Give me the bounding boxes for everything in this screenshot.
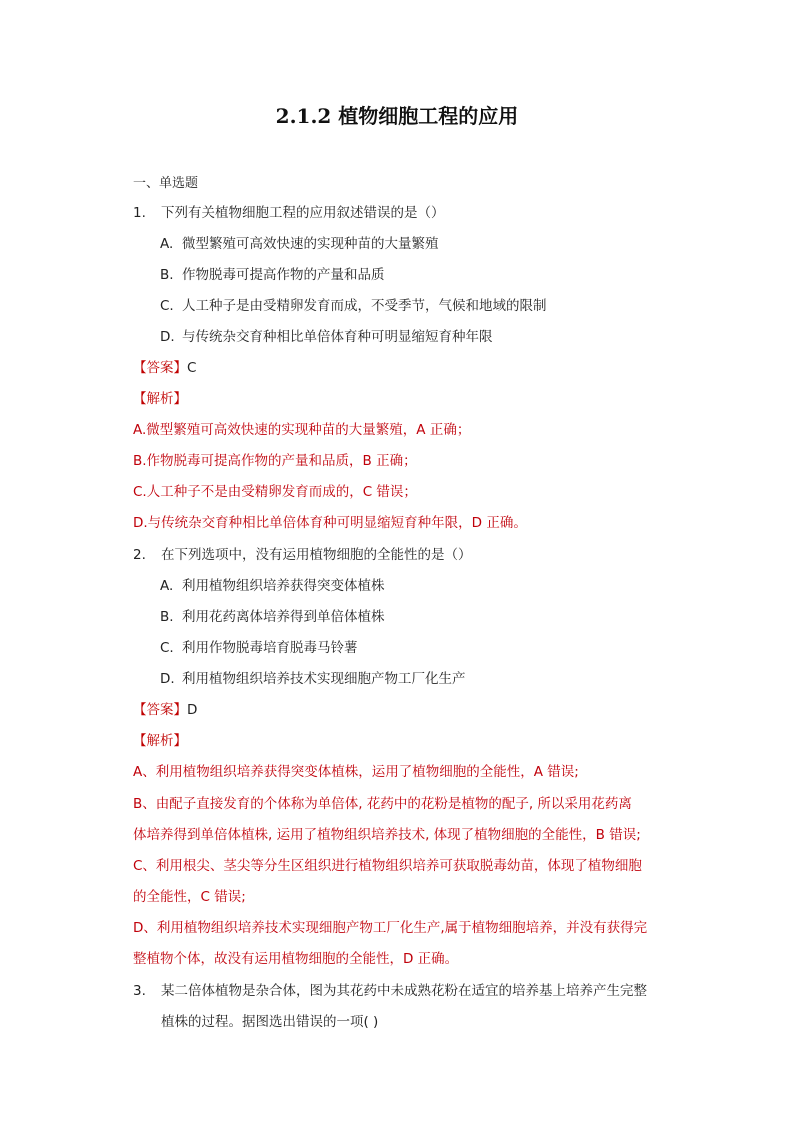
q1-analysis-line: B.作物脱毒可提高作物的产量和品质，B 正确； bbox=[133, 453, 417, 469]
option-text: 微型繁殖可高效快速的实现种苗的大量繁殖 bbox=[182, 236, 439, 252]
q2-answer bbox=[133, 700, 197, 720]
q2-analysis-line: A、利用植物组织培养获得突变体植株，运用了植物细胞的全能性，A 错误; bbox=[133, 764, 579, 780]
question-text: 在下列选项中，没有运用植物细胞的全能性的是（） bbox=[161, 547, 472, 563]
page-title: 2.1.2 植物细胞工程的应用 bbox=[275, 104, 519, 128]
q1-analysis-line: A.微型繁殖可高效快速的实现种苗的大量繁殖，A 正确； bbox=[133, 422, 471, 438]
question-number: 3. bbox=[133, 983, 146, 999]
q2-analysis-line: B、由配子直接发育的个体称为单倍体, 花药中的花粉是植物的配子, 所以采用花药离 bbox=[133, 796, 632, 812]
question-1-stem bbox=[133, 203, 445, 223]
option-label: C. bbox=[160, 640, 174, 656]
q2-option-b bbox=[160, 607, 385, 627]
q1-answer bbox=[133, 358, 196, 378]
question-number: 1. bbox=[133, 205, 146, 221]
section-heading: 一、单选题 bbox=[133, 176, 199, 191]
option-label: B. bbox=[160, 609, 174, 625]
q2-analysis-label: 【解析】 bbox=[133, 733, 187, 749]
q2-analysis-line: 体培养得到单倍体植株, 运用了植物组织培养技术, 体现了植物细胞的全能性，B 错误; bbox=[133, 827, 641, 843]
option-text: 利用花药离体培养得到单倍体植株 bbox=[182, 609, 385, 625]
option-label: C. bbox=[160, 298, 174, 314]
option-text: 与传统杂交育种相比单倍体育种可明显缩短育种年限 bbox=[182, 329, 493, 345]
option-label: A. bbox=[160, 236, 174, 252]
q2-analysis-line: 整植物个体，故没有运用植物细胞的全能性，D 正确。 bbox=[133, 951, 459, 967]
q2-analysis-line: 的全能性，C 错误; bbox=[133, 889, 246, 905]
q2-analysis-line: D、利用植物组织培养技术实现细胞产物工厂化生产,属于植物细胞培养，并没有获得完 bbox=[133, 920, 648, 936]
question-3-stem bbox=[133, 981, 647, 1001]
q1-analysis-line: D.与传统杂交育种相比单倍体育种可明显缩短育种年限，D 正确。 bbox=[133, 515, 527, 531]
answer-value: C bbox=[187, 360, 197, 376]
option-text: 利用植物组织培养获得突变体植株 bbox=[182, 578, 385, 594]
question-text: 下列有关植物细胞工程的应用叙述错误的是（） bbox=[161, 205, 445, 221]
question-text: 某二倍体植物是杂合体，图为其花药中未成熟花粉在适宜的培养基上培养产生完整 bbox=[161, 983, 647, 999]
question-2-stem bbox=[133, 545, 472, 565]
option-label: D. bbox=[160, 329, 175, 345]
q1-analysis-label: 【解析】 bbox=[133, 391, 187, 407]
answer-value: D bbox=[187, 702, 198, 718]
option-text: 作物脱毒可提高作物的产量和品质 bbox=[182, 267, 385, 283]
q2-analysis-line: C、利用根尖、茎尖等分生区组织进行植物组织培养可获取脱毒幼苗，体现了植物细胞 bbox=[133, 858, 642, 874]
option-label: D. bbox=[160, 671, 175, 687]
q1-option-a bbox=[160, 234, 439, 254]
question-number: 2. bbox=[133, 547, 146, 563]
question-3-stem-continued: 植株的过程。据图选出错误的一项( ) bbox=[161, 1014, 379, 1030]
option-label: B. bbox=[160, 267, 174, 283]
q2-option-d bbox=[160, 669, 466, 689]
q1-analysis-line: C.人工种子不是由受精卵发育而成的，C 错误； bbox=[133, 484, 417, 500]
answer-label: 【答案】 bbox=[133, 360, 187, 376]
q1-option-d bbox=[160, 327, 493, 347]
q1-option-c bbox=[160, 296, 547, 316]
q2-option-a bbox=[160, 576, 385, 596]
answer-label: 【答案】 bbox=[133, 702, 187, 718]
q2-option-c bbox=[160, 638, 358, 658]
option-text: 利用植物组织培养技术实现细胞产物工厂化生产 bbox=[182, 671, 466, 687]
q1-option-b bbox=[160, 265, 385, 285]
option-text: 利用作物脱毒培育脱毒马铃薯 bbox=[182, 640, 358, 656]
option-text: 人工种子是由受精卵发育而成，不受季节，气候和地域的限制 bbox=[182, 298, 547, 314]
option-label: A. bbox=[160, 578, 174, 594]
